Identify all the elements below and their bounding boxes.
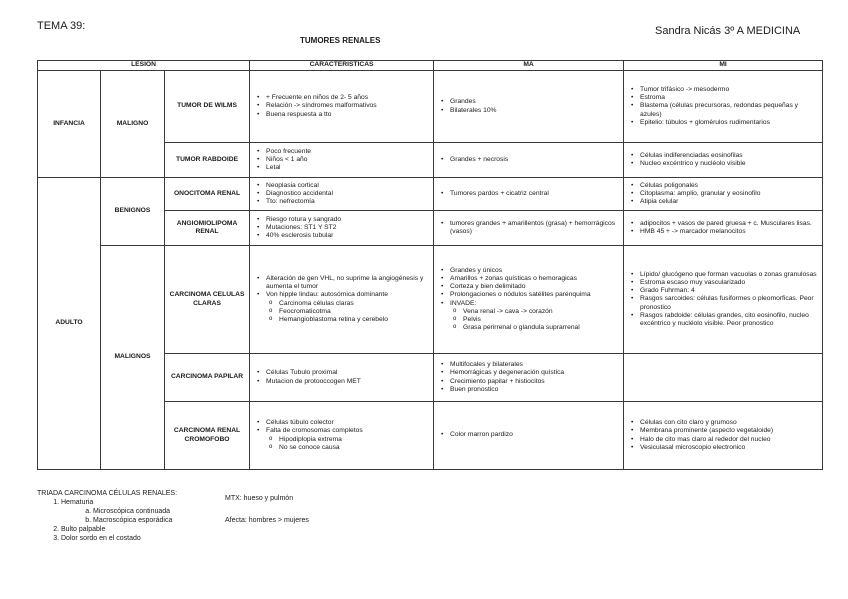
list-item: • Riesgo rotura y sangrado — [266, 216, 430, 224]
list-item: 2. Bulto palpable — [61, 525, 177, 534]
group-infancia: INFANCIA — [38, 71, 101, 178]
car-cell — [250, 71, 434, 143]
tumor-name: ONOCITOMA RENAL — [165, 178, 250, 211]
afecta-note: Afecta: hombres > mujeres — [225, 517, 309, 524]
list-item: • Células indiferenciadas eosinofilas — [640, 152, 819, 160]
author-label: Sandra Nicás 3º A MEDICINA — [655, 25, 801, 37]
ma-cell — [434, 354, 624, 402]
table-header-row — [38, 61, 823, 71]
car-cell — [250, 246, 434, 354]
list-item: • Corteza y bien delimitado — [450, 283, 620, 291]
mtx-note: MTX: hueso y pulmón — [225, 495, 294, 502]
list-item: • INVADE: — [450, 300, 620, 308]
subgroup-benignos: BENIGNOS — [101, 178, 165, 246]
table-row — [38, 71, 823, 143]
ma-cell — [434, 178, 624, 211]
list-item: 3. Dolor sordo en el costado — [61, 534, 177, 543]
list-item: • Atipia celular — [640, 198, 819, 206]
list-item: • Mutacion de protooccogen MET — [266, 378, 430, 386]
tumor-name: CARCINOMA CELULAS CLARAS — [165, 246, 250, 354]
list-item: • Células con cito claro y grumoso — [640, 419, 819, 427]
list-item: • Tumores pardos + cicatriz central — [450, 190, 620, 198]
list-item: • Grado Fuhrman: 4 — [640, 287, 819, 295]
list-item: • Neoplasia cortical — [266, 182, 430, 190]
car-cell — [250, 143, 434, 178]
subgroup-maligno: MALIGNO — [101, 71, 165, 178]
list-item — [61, 498, 177, 525]
list-item: • Hemorrágicas y degeneración quística — [450, 369, 620, 377]
topic-label: TEMA 39: — [37, 20, 86, 32]
header-ma: MA — [434, 61, 624, 71]
list-item: o Grasa perirrenal o glandula suprarrenal — [463, 324, 620, 332]
mi-cell — [624, 246, 823, 354]
list-item: • Células poligonales — [640, 182, 819, 190]
ma-cell — [434, 143, 624, 178]
list-item: • adipocitos + vasos de pared gruesa + c. Musculares lisas. — [640, 220, 819, 228]
list-item: • + Frecuente en niños de 2- 5 años — [266, 94, 430, 102]
list-item: • Buen pronostico — [450, 386, 620, 394]
list-item: • Lípido/ glucógeno que forman vacuolas o zonas granulosas — [640, 271, 819, 279]
list-item: • Tto: nefrectomía — [266, 198, 430, 206]
tumors-table — [37, 60, 823, 470]
mi-cell — [624, 71, 823, 143]
list-item: • Grandes y únicos — [450, 267, 620, 275]
car-cell — [250, 402, 434, 470]
list-item: • Blastema (células precursoras, redondas pequeñas y azules) — [640, 102, 819, 118]
list-item: • Mutaciones: ST1 Y ST2 — [266, 224, 430, 232]
mi-cell — [624, 143, 823, 178]
list-item: • Citoplasma: amplio, granular y eosinofilo — [640, 190, 819, 198]
list-item: • Letal — [266, 164, 430, 172]
list-item: • Vesiculasal microscopio electronico — [640, 444, 819, 452]
ma-cell — [434, 71, 624, 143]
list-item: o Hemangioblastoma retina y cerebelo — [279, 316, 430, 324]
list-item: o Carcinoma células claras — [279, 300, 430, 308]
list-item: o Pelvis — [463, 316, 620, 324]
list-item: • Diagnostico accidental — [266, 190, 430, 198]
ma-cell — [434, 211, 624, 246]
group-adulto: ADULTO — [38, 178, 101, 470]
list-item: • Amarillos + zonas quísticas o hemoragicas — [450, 275, 620, 283]
table-row — [38, 178, 823, 211]
tumor-name: ANGIOMIOLIPOMA RENAL — [165, 211, 250, 246]
list-item: • Relación -> síndromes malformativos — [266, 102, 430, 110]
list-item: a. Microscópica continuada — [93, 507, 177, 516]
header-mi: MI — [624, 61, 823, 71]
list-item: • Color marron pardizo — [450, 431, 620, 439]
list-item: • Células túbulo colector — [266, 419, 430, 427]
list-item: • Niños < 1 año — [266, 156, 430, 164]
list-item: • Rasgos sarcoides: células fusiformes o pleomorficas. Peor pronostico — [640, 295, 819, 311]
table-row — [38, 246, 823, 354]
mi-cell — [624, 211, 823, 246]
page-title: TUMORES RENALES — [300, 36, 381, 45]
tumor-name: CARCINOMA PAPILAR — [165, 354, 250, 402]
car-cell — [250, 211, 434, 246]
triada-title: TRIADA CARCINOMA CÉLULAS RENALES: — [37, 490, 178, 497]
ma-cell — [434, 246, 624, 354]
ma-cell — [434, 402, 624, 470]
list-item: • Grandes — [450, 98, 620, 106]
list-item: • Falta de cromosomas completos — [266, 427, 430, 435]
triada-item-label: Hematuria — [61, 499, 94, 507]
list-item: • Buena respuesta a tto — [266, 111, 430, 119]
list-item: • Multifocales y bilaterales — [450, 361, 620, 369]
list-item: o Hipodiplopia extrema — [279, 436, 430, 444]
list-item: • Von hipple lindau: autosómica dominante — [266, 291, 430, 299]
list-item: • tumores grandes + amarillentos (grasa) + hemorrágicos (vasos) — [450, 220, 620, 236]
list-item: • Grandes + necrosis — [450, 156, 620, 164]
list-item: • Prolongaciones o nódulos satélites parénquima — [450, 291, 620, 299]
list-item: • Células Tubulo proximal — [266, 369, 430, 377]
mi-cell — [624, 402, 823, 470]
list-item: • 40% esclerosis tubular — [266, 232, 430, 240]
list-item: o No se conoce causa — [279, 444, 430, 452]
car-cell — [250, 354, 434, 402]
subgroup-malignos: MALIGNOS — [101, 246, 165, 470]
header-lesion: LESION — [38, 61, 250, 71]
list-item: o Vena renal -> cava -> corazón — [463, 308, 620, 316]
triada-section — [37, 489, 177, 544]
tumor-name: TUMOR DE WILMS — [165, 71, 250, 143]
list-item: • Epitelio: túbulos + glomérulos rudimentarios — [640, 119, 819, 127]
mi-cell — [624, 354, 823, 402]
mi-cell — [624, 178, 823, 211]
list-item: • Estroma — [640, 94, 819, 102]
list-item: o Feocromaticotma — [279, 308, 430, 316]
tumor-name: CARCINOMA RENAL CROMOFOBO — [165, 402, 250, 470]
tumor-name: TUMOR RABDOIDE — [165, 143, 250, 178]
list-item: • Bilaterales 10% — [450, 107, 620, 115]
header-caracteristicas: CARACTERISTICAS — [250, 61, 434, 71]
list-item: • Poco frecuente — [266, 148, 430, 156]
list-item: • Estroma escaso muy vascularizado — [640, 279, 819, 287]
list-item: • Halo de cito mas claro al rededor del nucleo — [640, 436, 819, 444]
list-item: • Membrana prominente (aspecto vegetaloide) — [640, 427, 819, 435]
list-item: • Nucleo excéntrico y nucléolo visible — [640, 160, 819, 168]
list-item: • HMB 45 + -> marcador melanocitos — [640, 228, 819, 236]
list-item: b. Macroscópica esporádica — [93, 516, 177, 525]
list-item: • Tumor trifásico -> mesodermo — [640, 86, 819, 94]
list-item: • Alteración de gen VHL, no suprime la angiogénesis y aumenta el tumor — [266, 275, 430, 291]
car-cell — [250, 178, 434, 211]
list-item: • Rasgos rabdoide: células grandes, cito eosinofilo, nucleo excéntrico y nucléolo visible. Peor pronostico — [640, 312, 819, 328]
list-item: • Crecimiento papilar + histiocitos — [450, 378, 620, 386]
